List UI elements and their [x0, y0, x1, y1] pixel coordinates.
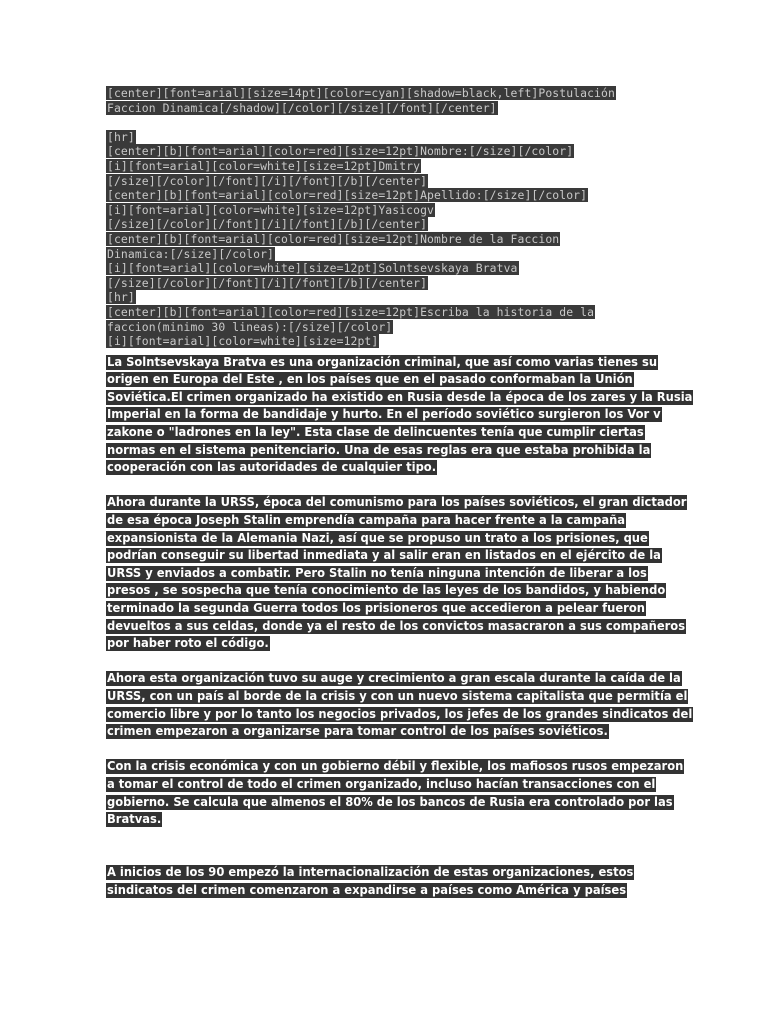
code-line-text: [/size][/color][/font][/i][/font][/b][/center]	[107, 275, 428, 290]
paragraph-line-text: comercio libre y por lo tanto los negocios privados, los jefes de los grandes sindicatos del	[107, 706, 693, 722]
paragraph-line-text: Con la crisis económica y con un gobierno débil y flexible, los mafiosos rusos empezaron	[107, 759, 684, 775]
code-line	[106, 276, 666, 291]
paragraph-line	[106, 811, 666, 829]
paragraph-line-text: origen en Europa del Este , en los países que en el pasado conformaban la Unión	[107, 372, 633, 388]
paragraph	[106, 864, 666, 899]
paragraph-line	[106, 635, 666, 653]
code-line-text: [i][font=arial][color=white][size=12pt]Dmitry	[107, 158, 421, 173]
bbcode-form-block	[106, 130, 666, 349]
paragraph-line	[106, 723, 666, 741]
code-line	[106, 144, 666, 159]
paragraph-line	[106, 512, 666, 530]
code-line	[106, 261, 666, 276]
paragraph-line	[106, 389, 693, 407]
paragraph-line-text: A inicios de los 90 empezó la internacionalización de estas organizaciones, estos	[107, 864, 634, 880]
code-line	[106, 86, 666, 101]
bbcode-header-block	[106, 86, 666, 115]
paragraph-line	[106, 706, 693, 724]
paragraph-line-text: terminado la segunda Guerra todos los prisioneros que accedieron a pelear fueron	[107, 601, 645, 616]
paragraph-line-text: Imperial en la forma de bandidaje y hurto. En el período soviético surgieron los Vor v	[107, 407, 661, 423]
code-line	[106, 334, 666, 349]
paragraph-line-text: sindicatos del crimen comenzaron a expandirse a países como América y países	[107, 882, 627, 898]
paragraph-line-text: a tomar el control de todo el crimen organizado, incluso hacían transacciones con el	[107, 776, 656, 792]
paragraph-line-text: cooperación con las autoridades de cualquier tipo.	[107, 460, 437, 476]
code-line	[106, 247, 666, 262]
code-line-text: [center][b][font=arial][color=red][size=12pt]Apellido:[/size][/color]	[107, 188, 588, 203]
code-line-text: [center][b][font=arial][color=red][size=12pt]Nombre:[/size][/color]	[107, 144, 574, 159]
paragraph-line	[106, 406, 666, 424]
paragraph-line	[106, 547, 666, 565]
code-line	[106, 217, 666, 232]
code-line-text: [i][font=arial][color=white][size=12pt]Yasicogv	[107, 202, 435, 217]
paragraph-line	[106, 600, 666, 618]
paragraph-line	[106, 459, 666, 477]
paragraph-line	[106, 354, 666, 372]
paragraph-line-text: zakone o "ladrones en la ley". Esta clase de delincuentes tenía que cumplir ciertas	[107, 425, 644, 441]
paragraph	[106, 354, 693, 477]
paragraph-line-text: URSS y enviados a combatir. Pero Stalin no tenía ninguna intención de liberar a los	[107, 565, 647, 581]
code-line-text: faccion(minimo 30 lineas):[/size][/color]	[107, 319, 393, 334]
document-page	[106, 86, 693, 899]
paragraph-line-text: Ahora durante la URSS, época del comunismo para los países soviéticos, el gran dictador	[107, 495, 687, 511]
paragraph-line	[106, 565, 666, 583]
paragraph	[106, 494, 687, 652]
paragraph-line	[106, 424, 666, 442]
paragraph-line	[106, 371, 666, 389]
code-line	[106, 290, 666, 305]
code-line	[106, 130, 666, 145]
paragraph-line	[106, 864, 666, 882]
code-line-text: [hr]	[107, 129, 135, 144]
paragraph-line	[106, 882, 666, 900]
paragraph-line-text: La Solntsevskaya Bratva es una organización criminal, que así como varias tienes su	[107, 354, 658, 370]
story-text	[106, 354, 693, 899]
code-line-text: [hr]	[107, 290, 135, 305]
paragraph-line-text: devueltos a sus celdas, donde ya el resto de los convictos masacraron a sus compañeros	[107, 618, 686, 634]
code-line	[106, 159, 666, 174]
code-line-text: [center][b][font=arial][color=red][size=12pt]Nombre de la Faccion	[107, 231, 560, 246]
code-line-text: [/size][/color][/font][/i][/font][/b][/center]	[107, 173, 428, 188]
code-line	[106, 101, 666, 116]
code-line	[106, 203, 666, 218]
paragraph-line-text: podrían conseguir su libertad inmediata y al salir eran en listados en el ejército de la	[107, 548, 661, 564]
paragraph-line	[106, 442, 666, 460]
code-line	[106, 174, 666, 189]
code-line-text: [center][font=arial][size=14pt][color=cyan][shadow=black,left]Postulación	[107, 86, 615, 100]
paragraph-line	[106, 618, 686, 636]
paragraph-gap	[106, 653, 666, 671]
code-line-text: [i][font=arial][color=white][size=12pt]Solntsevskaya Bratva	[107, 261, 518, 276]
paragraph-line-text: gobierno. Se calcula que almenos el 80% de los bancos de Rusia era controlado por las	[107, 794, 673, 810]
paragraph-gap	[106, 829, 666, 864]
code-line	[106, 305, 666, 320]
paragraph-gap	[106, 477, 666, 495]
paragraph-line	[106, 530, 666, 548]
paragraph-line-text: de esa época Joseph Stalin emprendía campaña para hacer frente a la campaña	[107, 513, 626, 529]
paragraph-line	[106, 758, 684, 776]
paragraph-line	[106, 776, 666, 794]
code-line-text: [/size][/color][/font][/i][/font][/b][/center]	[107, 217, 428, 232]
paragraph-line	[106, 688, 688, 706]
code-line-text: [center][b][font=arial][color=red][size=12pt]Escriba la historia de la	[107, 304, 595, 319]
code-line	[106, 320, 666, 335]
paragraph-line-text: por haber roto el código.	[107, 636, 269, 652]
paragraph-line	[106, 582, 666, 600]
paragraph-line-text: Bratvas.	[107, 812, 162, 828]
paragraph-line-text: Soviética.El crimen organizado ha existido en Rusia desde la época de los zares y la Rusia	[107, 389, 693, 405]
code-line	[106, 188, 666, 203]
paragraph-line-text: expansionista de la Alemania Nazi, así que se propuso un trato a los prisiones, que	[107, 530, 648, 546]
blank-line	[106, 115, 666, 130]
paragraph-line-text: Ahora esta organización tuvo su auge y crecimiento a gran escala durante la caída de la	[107, 671, 681, 687]
code-line-text: Dinamica:[/size][/color]	[107, 246, 274, 261]
paragraph-line-text: presos , se sospecha que tenía conocimiento de las leyes de los bandidos, y habiendo	[107, 583, 666, 599]
code-line	[106, 232, 666, 247]
paragraph-line-text: crimen empezaron a organizarse para tomar control de los países soviéticos.	[107, 724, 608, 740]
paragraph-gap	[106, 741, 666, 759]
paragraph-line-text: normas en el sistema penitenciario. Una de esas reglas era que estaba prohibida la	[107, 442, 651, 458]
paragraph-line	[106, 670, 681, 688]
paragraph-line-text: URSS, con un país al borde de la crisis y con un nuevo sistema capitalista que permitía el	[107, 688, 688, 704]
code-line-text: [i][font=arial][color=white][size=12pt]	[107, 334, 379, 349]
paragraph-line	[106, 494, 687, 512]
paragraph	[106, 758, 684, 828]
paragraph	[106, 670, 693, 740]
code-line-text: Faccion Dinamica[/shadow][/color][/size][/font][/center]	[107, 100, 497, 115]
paragraph-line	[106, 794, 673, 812]
